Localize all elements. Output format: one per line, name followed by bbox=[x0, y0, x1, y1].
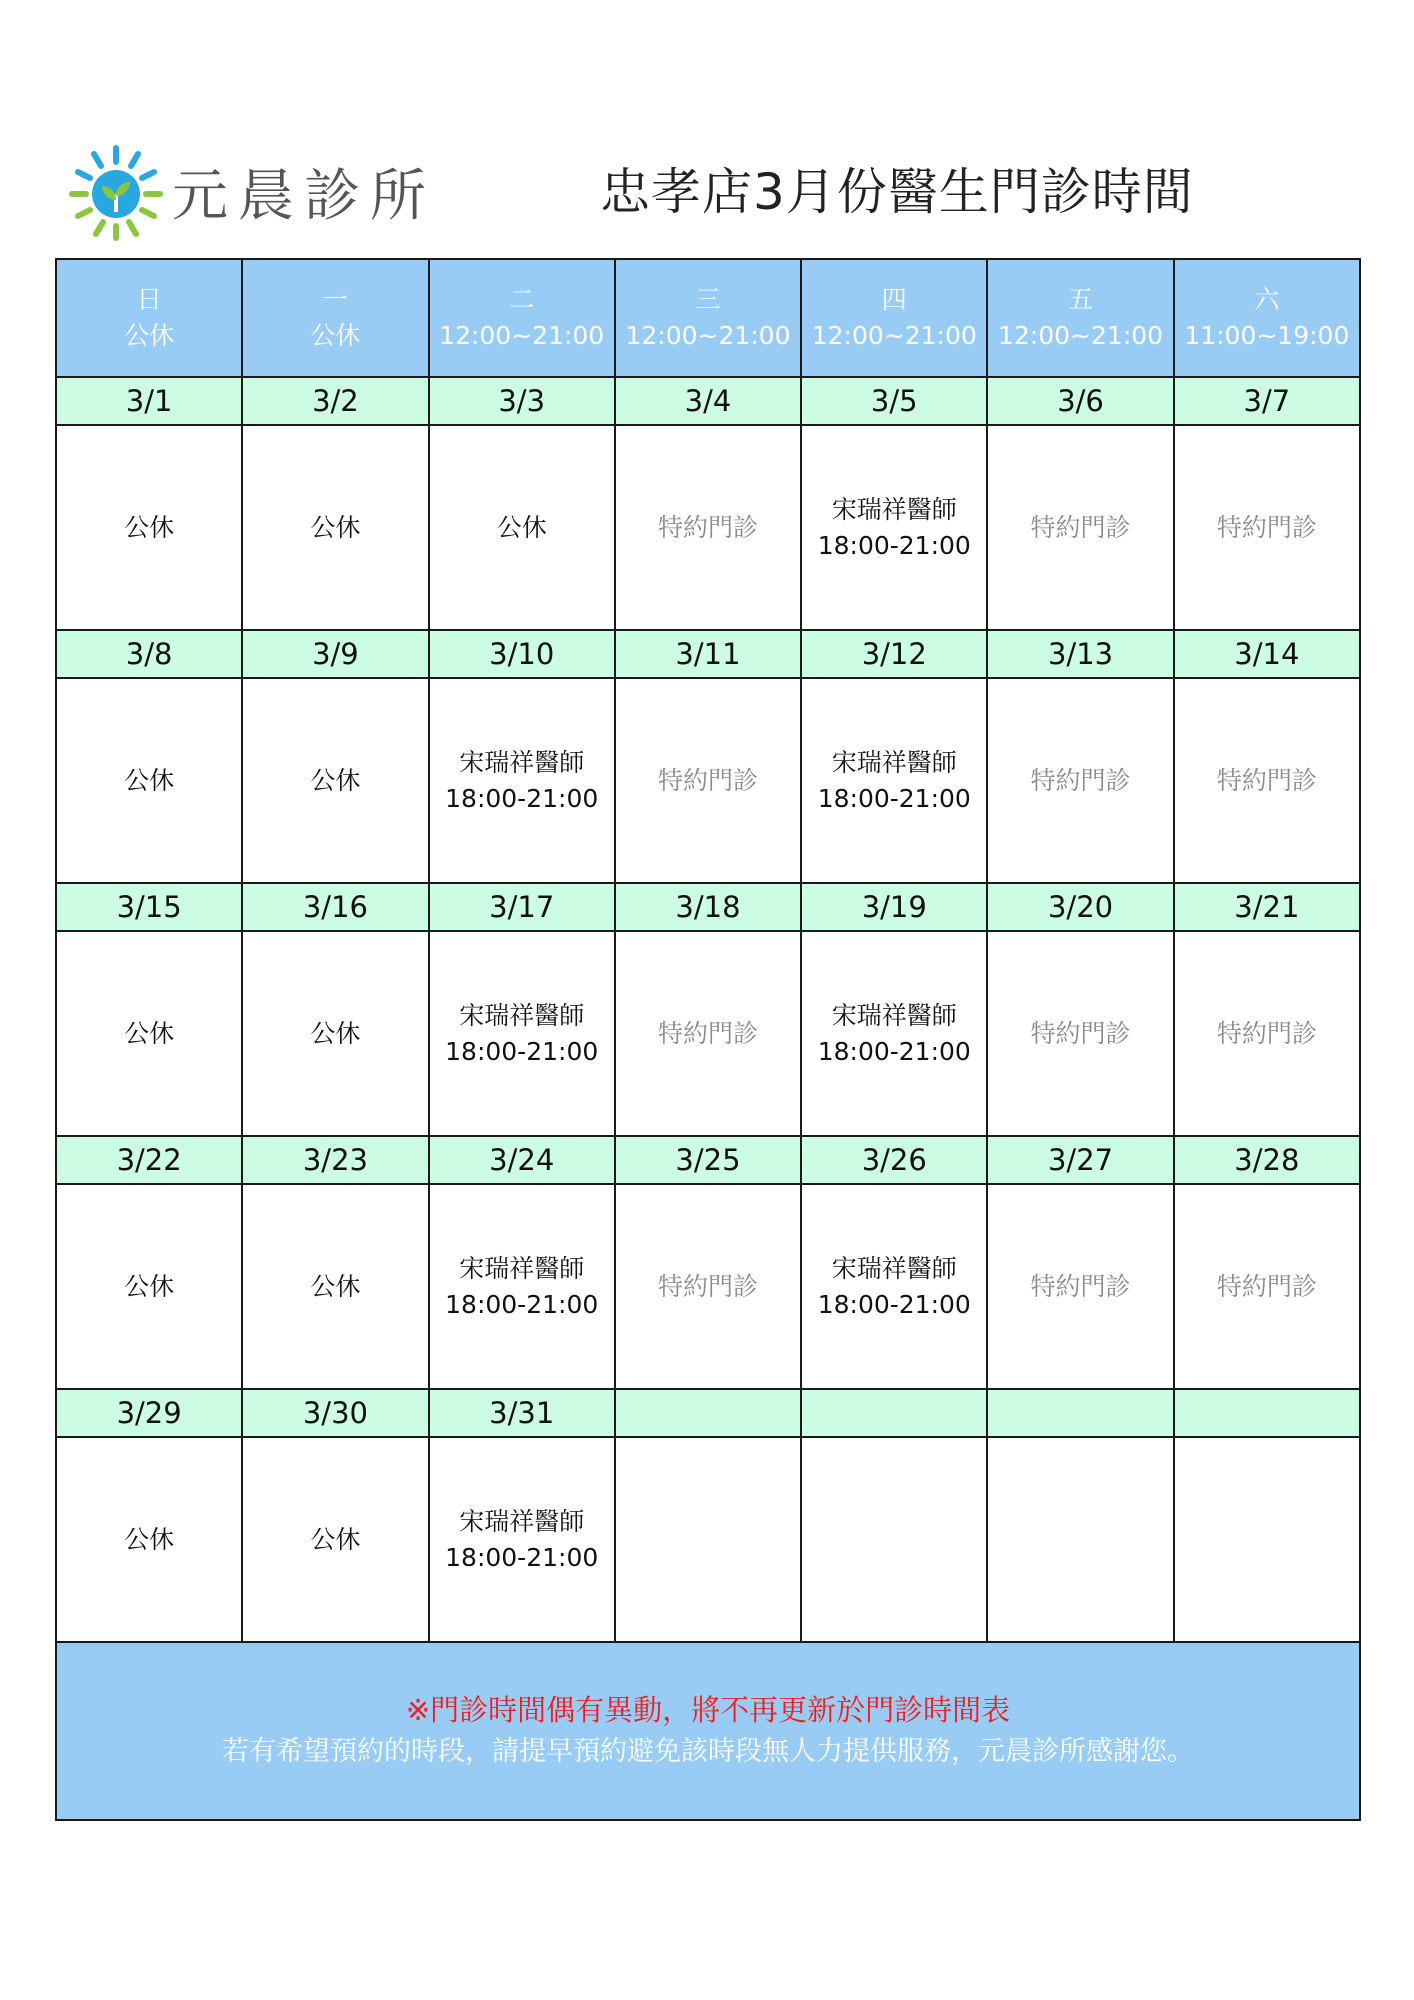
closed-label: 公休 bbox=[124, 512, 175, 542]
weekday-label: 四 bbox=[881, 285, 907, 314]
doctor-name: 宋瑞祥醫師 bbox=[831, 1000, 957, 1030]
schedule-cell bbox=[615, 1437, 801, 1642]
closed-label: 公休 bbox=[310, 1524, 361, 1554]
doctor-name: 宋瑞祥醫師 bbox=[459, 1000, 585, 1030]
date-cell: 3/25 bbox=[615, 1136, 801, 1184]
appointment-only-label: 特約門診 bbox=[657, 1018, 758, 1048]
date-cell bbox=[1174, 1389, 1360, 1437]
closed-label: 公休 bbox=[310, 1271, 361, 1301]
date-cell: 3/8 bbox=[56, 630, 242, 678]
date-row bbox=[56, 377, 1360, 425]
weekday-header bbox=[615, 259, 801, 377]
date-cell: 3/20 bbox=[987, 883, 1173, 931]
date-cell bbox=[801, 1389, 987, 1437]
weekday-hours: 公休 bbox=[310, 321, 361, 350]
schedule-cell bbox=[987, 931, 1173, 1136]
schedule-cell bbox=[56, 1184, 242, 1389]
schedule-cell bbox=[1174, 678, 1360, 883]
schedule-row bbox=[56, 678, 1360, 883]
schedule-cell bbox=[429, 425, 615, 630]
doctor-name: 宋瑞祥醫師 bbox=[831, 1253, 957, 1283]
date-cell: 3/9 bbox=[242, 630, 428, 678]
date-cell bbox=[615, 1389, 801, 1437]
weekday-hours: 12:00~21:00 bbox=[439, 321, 605, 350]
schedule-cell bbox=[615, 931, 801, 1136]
date-cell: 3/2 bbox=[242, 377, 428, 425]
schedule-row bbox=[56, 425, 1360, 630]
schedule-cell bbox=[56, 678, 242, 883]
schedule-cell bbox=[1174, 1437, 1360, 1642]
weekday-hours: 11:00~19:00 bbox=[1184, 321, 1350, 350]
date-cell: 3/29 bbox=[56, 1389, 242, 1437]
clinic-time: 18:00-21:00 bbox=[445, 1289, 599, 1319]
weekday-hours: 公休 bbox=[124, 321, 175, 350]
clinic-time: 18:00-21:00 bbox=[817, 783, 971, 813]
date-cell: 3/4 bbox=[615, 377, 801, 425]
appointment-only-label: 特約門診 bbox=[1216, 1018, 1317, 1048]
weekday-label: 六 bbox=[1254, 285, 1280, 314]
date-cell: 3/24 bbox=[429, 1136, 615, 1184]
appointment-only-label: 特約門診 bbox=[657, 1271, 758, 1301]
date-cell: 3/17 bbox=[429, 883, 615, 931]
weekday-label: 五 bbox=[1068, 285, 1094, 314]
date-cell: 3/30 bbox=[242, 1389, 428, 1437]
date-cell: 3/6 bbox=[987, 377, 1173, 425]
date-cell: 3/3 bbox=[429, 377, 615, 425]
weekday-header bbox=[56, 259, 242, 377]
date-cell: 3/27 bbox=[987, 1136, 1173, 1184]
date-cell: 3/28 bbox=[1174, 1136, 1360, 1184]
date-cell: 3/21 bbox=[1174, 883, 1360, 931]
clinic-time: 18:00-21:00 bbox=[817, 1289, 971, 1319]
schedule-cell bbox=[987, 1184, 1173, 1389]
date-row bbox=[56, 1389, 1360, 1437]
schedule-cell bbox=[242, 1184, 428, 1389]
appointment-only-label: 特約門診 bbox=[1030, 1271, 1131, 1301]
schedule-cell bbox=[801, 678, 987, 883]
date-cell: 3/10 bbox=[429, 630, 615, 678]
date-cell: 3/16 bbox=[242, 883, 428, 931]
closed-label: 公休 bbox=[124, 1524, 175, 1554]
schedule-table bbox=[55, 258, 1361, 1821]
schedule-cell bbox=[429, 931, 615, 1136]
schedule-row bbox=[56, 1184, 1360, 1389]
closed-label: 公休 bbox=[496, 512, 547, 542]
closed-label: 公休 bbox=[124, 765, 175, 795]
schedule-change-warning: ※門診時間偶有異動，將不再更新於門診時間表 bbox=[405, 1693, 1011, 1727]
clinic-time: 18:00-21:00 bbox=[817, 1036, 971, 1066]
date-cell: 3/5 bbox=[801, 377, 987, 425]
date-cell: 3/26 bbox=[801, 1136, 987, 1184]
closed-label: 公休 bbox=[124, 1018, 175, 1048]
schedule-cell bbox=[987, 1437, 1173, 1642]
weekday-header-row bbox=[56, 259, 1360, 377]
schedule-cell bbox=[615, 425, 801, 630]
date-cell: 3/18 bbox=[615, 883, 801, 931]
date-cell: 3/31 bbox=[429, 1389, 615, 1437]
appointment-only-label: 特約門診 bbox=[1030, 512, 1131, 542]
schedule-row bbox=[56, 1437, 1360, 1642]
schedule-cell bbox=[801, 425, 987, 630]
date-cell: 3/23 bbox=[242, 1136, 428, 1184]
schedule-cell bbox=[429, 1184, 615, 1389]
appointment-only-label: 特約門診 bbox=[1030, 765, 1131, 795]
schedule-cell bbox=[987, 678, 1173, 883]
schedule-cell bbox=[801, 1437, 987, 1642]
appointment-only-label: 特約門診 bbox=[657, 512, 758, 542]
appointment-only-label: 特約門診 bbox=[1216, 512, 1317, 542]
clinic-logo bbox=[66, 142, 436, 242]
clinic-time: 18:00-21:00 bbox=[445, 1542, 599, 1572]
clinic-time: 18:00-21:00 bbox=[817, 530, 971, 560]
weekday-header bbox=[1174, 259, 1360, 377]
date-cell: 3/19 bbox=[801, 883, 987, 931]
doctor-name: 宋瑞祥醫師 bbox=[459, 747, 585, 777]
weekday-hours: 12:00~21:00 bbox=[811, 321, 977, 350]
schedule-cell bbox=[242, 1437, 428, 1642]
schedule-cell bbox=[56, 931, 242, 1136]
schedule-cell bbox=[615, 678, 801, 883]
closed-label: 公休 bbox=[310, 512, 361, 542]
schedule-cell bbox=[987, 425, 1173, 630]
date-row bbox=[56, 630, 1360, 678]
clinic-time: 18:00-21:00 bbox=[445, 783, 599, 813]
date-cell: 3/12 bbox=[801, 630, 987, 678]
weekday-label: 三 bbox=[695, 285, 721, 314]
schedule-cell bbox=[1174, 425, 1360, 630]
schedule-cell bbox=[1174, 1184, 1360, 1389]
weekday-header bbox=[242, 259, 428, 377]
appointment-only-label: 特約門診 bbox=[1216, 1271, 1317, 1301]
appointment-only-label: 特約門診 bbox=[1216, 765, 1317, 795]
weekday-label: 二 bbox=[509, 285, 535, 314]
weekday-header bbox=[987, 259, 1173, 377]
date-cell bbox=[987, 1389, 1173, 1437]
appointment-only-label: 特約門診 bbox=[657, 765, 758, 795]
doctor-name: 宋瑞祥醫師 bbox=[831, 747, 957, 777]
clinic-time: 18:00-21:00 bbox=[445, 1036, 599, 1066]
closed-label: 公休 bbox=[124, 1271, 175, 1301]
schedule-cell bbox=[615, 1184, 801, 1389]
date-row bbox=[56, 883, 1360, 931]
schedule-cell bbox=[242, 931, 428, 1136]
date-cell: 3/1 bbox=[56, 377, 242, 425]
schedule-cell bbox=[801, 1184, 987, 1389]
sun-sprout-icon bbox=[66, 142, 166, 242]
schedule-cell bbox=[56, 425, 242, 630]
date-cell: 3/13 bbox=[987, 630, 1173, 678]
doctor-name: 宋瑞祥醫師 bbox=[831, 494, 957, 524]
schedule-cell bbox=[242, 425, 428, 630]
booking-note: 若有希望預約的時段，請提早預約避免該時段無人力提供服務，元晨診所感謝您。 bbox=[222, 1736, 1194, 1767]
schedule-row bbox=[56, 931, 1360, 1136]
schedule-cell bbox=[429, 678, 615, 883]
date-cell: 3/15 bbox=[56, 883, 242, 931]
footer-notice bbox=[56, 1642, 1360, 1820]
doctor-name: 宋瑞祥醫師 bbox=[459, 1253, 585, 1283]
schedule-cell bbox=[429, 1437, 615, 1642]
date-cell: 3/14 bbox=[1174, 630, 1360, 678]
closed-label: 公休 bbox=[310, 1018, 361, 1048]
schedule-cell bbox=[242, 678, 428, 883]
clinic-name: 元晨診所 bbox=[172, 164, 436, 229]
page-title: 忠孝店3月份醫生門診時間 bbox=[600, 163, 1194, 221]
schedule-cell bbox=[801, 931, 987, 1136]
weekday-hours: 12:00~21:00 bbox=[998, 321, 1164, 350]
date-cell: 3/7 bbox=[1174, 377, 1360, 425]
schedule-cell bbox=[1174, 931, 1360, 1136]
date-cell: 3/11 bbox=[615, 630, 801, 678]
weekday-header bbox=[429, 259, 615, 377]
weekday-label: 一 bbox=[322, 285, 348, 314]
date-row bbox=[56, 1136, 1360, 1184]
closed-label: 公休 bbox=[310, 765, 361, 795]
doctor-name: 宋瑞祥醫師 bbox=[459, 1506, 585, 1536]
weekday-header bbox=[801, 259, 987, 377]
schedule-cell bbox=[56, 1437, 242, 1642]
date-cell: 3/22 bbox=[56, 1136, 242, 1184]
appointment-only-label: 特約門診 bbox=[1030, 1018, 1131, 1048]
weekday-hours: 12:00~21:00 bbox=[625, 321, 791, 350]
weekday-label: 日 bbox=[136, 285, 162, 314]
